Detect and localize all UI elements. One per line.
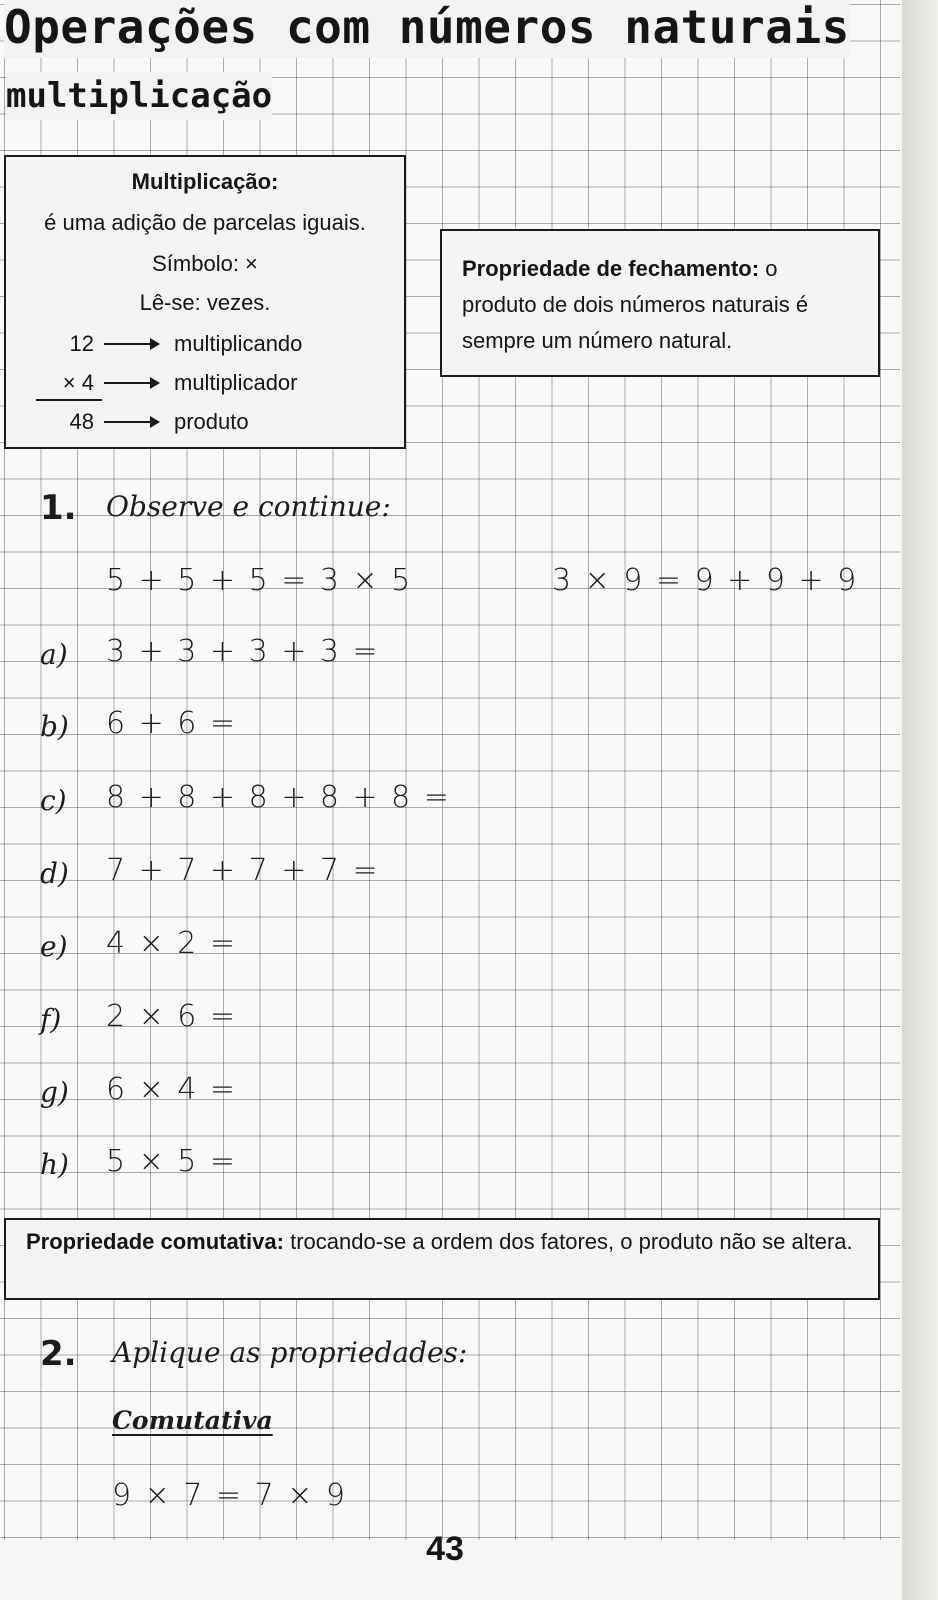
commutative-property-box xyxy=(4,1218,880,1300)
item-letter: c) xyxy=(40,784,67,817)
item-expression[interactable]: 2 × 6 = xyxy=(106,999,238,1034)
definition-line: é uma adição de parcelas iguais. xyxy=(44,210,366,235)
example-number: 48 xyxy=(69,409,94,434)
item-expression[interactable]: 6 + 6 = xyxy=(106,706,238,741)
page-number: 43 xyxy=(426,1530,464,1568)
exercise-2-subheading: Comutativa xyxy=(112,1406,273,1435)
page-title: Operações com números naturais xyxy=(4,0,850,58)
example-label: produto xyxy=(174,409,249,434)
commutative-property-title: Propriedade comutativa: xyxy=(26,1229,284,1254)
item-letter: e) xyxy=(40,930,68,963)
example-row-product xyxy=(6,409,404,435)
definition-reading: Lê-se: vezes. xyxy=(139,290,271,315)
example-number: × 4 xyxy=(62,370,94,395)
closure-property-text: o produto de dois números naturais é sempre um número natural. xyxy=(462,256,809,353)
item-letter: h) xyxy=(40,1148,69,1181)
page-edge-shadow xyxy=(902,0,938,1600)
item-expression[interactable]: 8 + 8 + 8 + 8 + 8 = xyxy=(106,780,451,815)
definition-symbol: Símbolo: × xyxy=(152,251,258,276)
item-letter: b) xyxy=(40,710,69,743)
definition-heading: Multiplicação: xyxy=(131,169,279,194)
exercise-1-example-right: 3 × 9 = 9 + 9 + 9 xyxy=(552,563,859,598)
item-expression[interactable]: 3 + 3 + 3 + 3 = xyxy=(106,634,380,669)
example-label: multiplicando xyxy=(174,331,303,356)
item-letter: g) xyxy=(40,1076,69,1109)
item-letter: d) xyxy=(40,857,69,890)
definition-box xyxy=(4,155,406,449)
closure-property-title: Propriedade de fechamento: xyxy=(462,256,760,281)
item-letter: f) xyxy=(40,1003,62,1036)
item-expression[interactable]: 5 × 5 = xyxy=(106,1144,238,1179)
page-subtitle: multiplicação xyxy=(6,72,272,120)
item-expression[interactable]: 6 × 4 = xyxy=(106,1072,238,1107)
arrow-right-icon xyxy=(104,421,156,423)
example-row-multiplicand xyxy=(6,331,404,357)
exercise-2-example: 9 × 7 = 7 × 9 xyxy=(112,1478,347,1513)
arrow-right-icon xyxy=(104,382,156,384)
exercise-1-example-left: 5 + 5 + 5 = 3 × 5 xyxy=(106,563,413,598)
exercise-1-number: 1. xyxy=(40,488,77,528)
closure-property-box xyxy=(440,229,880,377)
example-label: multiplicador xyxy=(174,370,298,395)
example-number: 12 xyxy=(69,331,94,356)
sum-divider-line xyxy=(36,399,102,401)
item-expression[interactable]: 4 × 2 = xyxy=(106,926,238,961)
arrow-right-icon xyxy=(104,343,156,345)
example-row-multiplier xyxy=(6,370,404,396)
exercise-2-instruction: Aplique as propriedades: xyxy=(112,1336,468,1369)
exercise-2-number: 2. xyxy=(40,1334,77,1374)
exercise-1-instruction: Observe e continue: xyxy=(106,490,391,523)
commutative-property-text: trocando-se a ordem dos fatores, o produto não se altera. xyxy=(290,1229,853,1254)
item-letter: a) xyxy=(40,638,68,671)
item-expression[interactable]: 7 + 7 + 7 + 7 = xyxy=(106,853,380,888)
